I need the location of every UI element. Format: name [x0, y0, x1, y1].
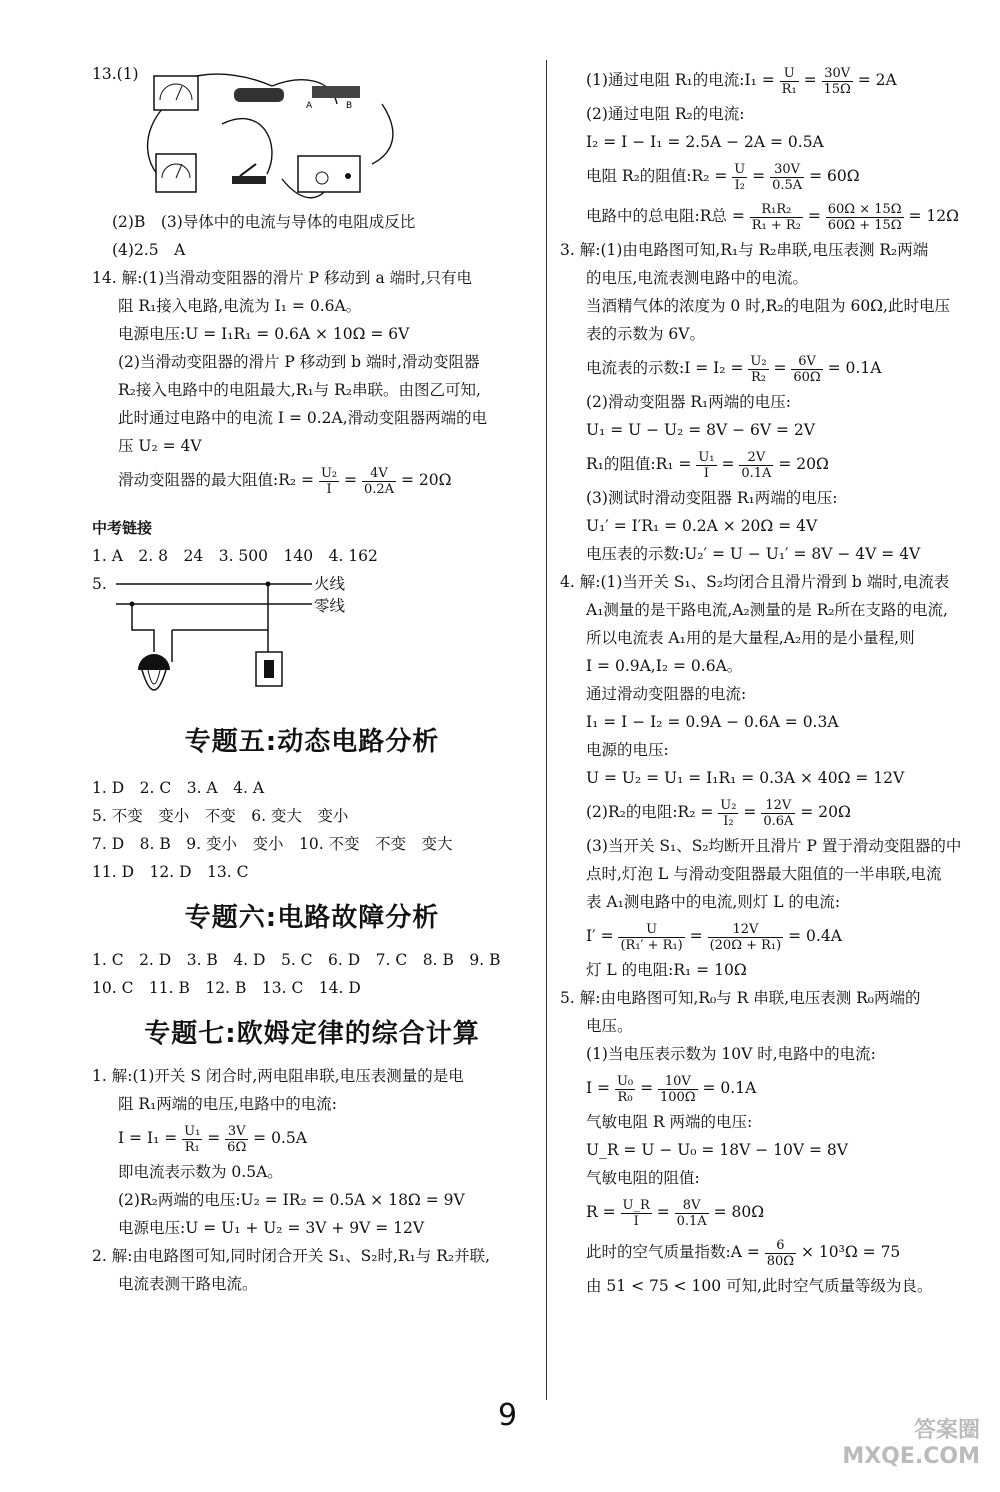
lamp-icon	[138, 654, 170, 690]
q4-line: 通过滑动变阻器的电流:	[586, 685, 747, 703]
q4-line: U = U₂ = U₁ = I₁R₁ = 0.3A × 40Ω = 12V	[586, 769, 905, 787]
zhongkao-heading: 中考链接	[92, 519, 153, 537]
r4-equation: 电路中的总电阻:R总 = $\frac{\text{R₁R₂}}{\text{R₁ + R₂}}$ = $\frac{60\Omega \times 15\Omega}{60\Omega + 15\Omega}$ = 12Ω	[586, 201, 959, 233]
answer-line: 11. D 12. D 13. C	[92, 863, 249, 881]
topic5-answers	[92, 774, 532, 886]
topic6-answers	[92, 946, 532, 1002]
svg-text:B: B	[346, 101, 353, 111]
q1-line: 阻 R₁两端的电压,电路中的电流:	[118, 1095, 337, 1113]
q5-resistance-equation: R = $\frac{U\_R}{I}$ = $\frac{8V}{0.1A}$ = 80Ω	[586, 1197, 765, 1229]
topic5-title: 专题五:动态电路分析	[184, 727, 440, 757]
q4-block	[560, 568, 990, 984]
topic7-q2	[92, 1242, 532, 1298]
q1-line: 1. 解:(1)开关 S 闭合时,两电阻串联,电压表测量的是电	[92, 1067, 464, 1085]
q2-line: 电流表测干路电流。	[118, 1275, 258, 1293]
neutral-wire-label: 零线	[314, 597, 346, 615]
power-supply-icon	[298, 156, 360, 192]
answer-line: 1. D 2. C 3. A 4. A	[92, 779, 265, 797]
rheostat-icon	[312, 86, 360, 98]
q14-line: 电源电压:U = I₁R₁ = 0.6A × 10Ω = 6V	[118, 325, 410, 343]
q3-line: (3)测试时滑动变阻器 R₁两端的电压:	[586, 489, 838, 507]
q5-air-quality-equation: 此时的空气质量指数:A = $\frac{6}{80\Omega}$ × 10³Ω = 75	[586, 1237, 901, 1269]
page-number: 9	[498, 1398, 518, 1433]
q14-line: 压 U₂ = 4V	[118, 437, 202, 455]
topic6-title: 专题六:电路故障分析	[184, 903, 440, 933]
q14-max-resistance-equation: 滑动变阻器的最大阻值:R₂ = $\frac{\text{U₂}}{I}$ = $\frac{4V}{0.2A}$ = 20Ω	[118, 465, 452, 497]
q14-block	[92, 264, 532, 500]
resistor-board-icon	[234, 88, 284, 102]
q4-line: 4. 解:(1)当开关 S₁、S₂均闭合且滑片滑到 b 端时,电流表	[560, 573, 950, 591]
q14-line: (2)当滑动变阻器的滑片 P 移动到 b 端时,滑动变阻器	[118, 353, 480, 371]
answer-line: 10. C 11. B 12. B 13. C 14. D	[92, 979, 361, 997]
q13-answer-4: (4)2.5 A	[112, 241, 186, 259]
q5-current-equation: I = $\frac{\text{U₀}}{\text{R₀}}$ = $\frac{10V}{100\Omega}$ = 0.1A	[586, 1073, 757, 1105]
q4-line: 所以电流表 A₁用的是大量程,A₂用的是小量程,则	[586, 629, 915, 647]
q5-line: 气敏电阻的阻值:	[586, 1169, 700, 1187]
q4-line: 表 A₁测电路中的电流,则灯 L 的电流:	[586, 893, 841, 911]
q4-line: 灯 L 的电阻:R₁ = 10Ω	[586, 961, 747, 979]
answer-line: 7. D 8. B 9. 变小 变小 10. 不变 不变 变大	[92, 835, 453, 853]
q1-line: (2)R₂两端的电压:U₂ = IR₂ = 0.5A × 18Ω = 9V	[118, 1191, 465, 1209]
q3-block	[560, 236, 990, 568]
q3-line: (2)滑动变阻器 R₁两端的电压:	[586, 393, 791, 411]
r3-equation: 电阻 R₂的阻值:R₂ = $\frac{U}{\text{I₂}}$ = $\frac{30V}{0.5A}$ = 60Ω	[586, 161, 860, 193]
q14-line: R₂接入电路中的电阻最大,R₁与 R₂串联。由图乙可知,	[118, 381, 481, 399]
q2-line: 2. 解:由电路图可知,同时闭合开关 S₁、S₂时,R₁与 R₂并联,	[92, 1247, 491, 1265]
q14-line: 阻 R₁接入电路,电流为 I₁ = 0.6A。	[118, 297, 362, 315]
q3-line: U₁′ = I′R₁ = 0.2A × 20Ω = 4V	[586, 517, 818, 535]
r1-equation: (1)通过电阻 R₁的电流:I₁ = $\frac{U}{\text{R₁}}$ = $\frac{30V}{15\Omega}$ = 2A	[586, 65, 897, 97]
q1-line: 电源电压:U = U₁ + U₂ = 3V + 9V = 12V	[118, 1219, 425, 1237]
voltmeter-icon	[156, 154, 196, 192]
q4-line: (3)当开关 S₁、S₂均断开且滑片 P 置于滑动变阻器的中	[586, 837, 962, 855]
q4-r2-equation: (2)R₂的电阻:R₂ = $\frac{\text{U₂}}{\text{I₂}}$ = $\frac{12V}{0.6A}$ = 20Ω	[586, 797, 851, 829]
left-column	[92, 60, 532, 1298]
q3-line: U₁ = U − U₂ = 8V − 6V = 2V	[586, 421, 815, 439]
household-wiring-diagram	[112, 570, 412, 700]
topic7-title: 专题七:欧姆定律的综合计算	[144, 1019, 480, 1049]
q13-answers: (2)B (3)导体中的电流与导体的电阻成反比	[112, 213, 416, 231]
wall-switch-icon	[256, 652, 282, 686]
q4-line: 点时,灯泡 L 与滑动变阻器最大阻值的一半串联,电流	[586, 865, 942, 883]
right-column	[560, 60, 990, 1300]
q13-block	[92, 60, 532, 208]
live-wire-label: 火线	[314, 575, 346, 593]
q3-resistance-equation: R₁的阻值:R₁ = $\frac{\text{U₁}}{I}$ = $\frac{2V}{0.1A}$ = 20Ω	[586, 449, 829, 481]
q5-line: (1)当电压表示数为 10V 时,电路中的电流:	[586, 1045, 876, 1063]
q4-line: A₁测量的是干路电流,A₂测量的是 R₂所在支路的电流,	[586, 601, 948, 619]
q4-line: I = 0.9A,I₂ = 0.6A。	[586, 657, 743, 675]
q5-block	[560, 984, 990, 1300]
q5-line: U_R = U − U₀ = 18V − 10V = 8V	[586, 1141, 848, 1159]
q3-current-equation: 电流表的示数:I = I₂ = $\frac{\text{U₂}}{\text{R₂}}$ = $\frac{6V}{60\Omega}$ = 0.1A	[586, 353, 882, 385]
svg-text:A: A	[306, 101, 313, 111]
q3-line: 电压表的示数:U₂′ = U − U₁′ = 8V − 4V = 4V	[586, 545, 921, 563]
q3-line: 表的示数为 6V。	[586, 325, 705, 343]
zhongkao-answers: 1. A 2. 8 24 3. 500 140 4. 162	[92, 547, 378, 565]
q14-line: 此时通过电路中的电流 I = 0.2A,滑动变阻器两端的电	[118, 409, 488, 427]
switch-icon	[232, 176, 266, 184]
answer-line: 5. 不变 变小 不变 6. 变大 变小	[92, 807, 349, 825]
q13-circuit-diagram	[122, 64, 422, 206]
column-divider	[546, 60, 547, 1400]
q3-line: 的电压,电流表测电路中的电流。	[586, 269, 808, 287]
q5-line: 气敏电阻 R 两端的电压:	[586, 1113, 753, 1131]
q13-label: 13.(1)	[92, 65, 139, 83]
q5-line: 5. 解:由电路图可知,R₀与 R 串联,电压表测 R₀两端的	[560, 989, 921, 1007]
q14-line: 14. 解:(1)当滑动变阻器的滑片 P 移动到 a 端时,只有电	[92, 269, 473, 287]
q5-line: 电压。	[586, 1017, 633, 1035]
q3-line: 当酒精气体的浓度为 0 时,R₂的电阻为 60Ω,此时电压	[586, 297, 950, 315]
q5-wiring-block	[92, 570, 532, 700]
watermark: 答案圈 MXQE.COM	[842, 1418, 980, 1469]
topic7-q1	[92, 1062, 532, 1242]
q1-current-equation: I = I₁ = $\frac{\text{U₁}}{\text{R₁}}$ = $\frac{3V}{6\Omega}$ = 0.5A	[118, 1123, 307, 1155]
answer-line: 1. C 2. D 3. B 4. D 5. C 6. D 7. C 8. B 9. B	[92, 951, 501, 969]
text-line: (2)通过电阻 R₂的电流:	[586, 105, 745, 123]
q1-line: 即电流表示数为 0.5A。	[118, 1163, 283, 1181]
q5-line: 由 51 < 75 < 100 可知,此时空气质量等级为良。	[586, 1277, 933, 1295]
text-line: I₂ = I − I₁ = 2.5A − 2A = 0.5A	[586, 133, 824, 151]
q3-line: 3. 解:(1)由电路图可知,R₁与 R₂串联,电压表测 R₂两端	[560, 241, 929, 259]
q4-line: 电源的电压:	[586, 741, 669, 759]
q4-line: I₁ = I − I₂ = 0.9A − 0.6A = 0.3A	[586, 713, 839, 731]
q4-lamp-current-equation: I′ = $\frac{U}{\text{(R₁′ + R₁)}}$ = $\frac{12V}{\text{(20Ω + R₁)}}$ = 0.4A	[586, 921, 842, 953]
ammeter-icon	[154, 76, 198, 110]
q5-label: 5.	[92, 575, 107, 593]
